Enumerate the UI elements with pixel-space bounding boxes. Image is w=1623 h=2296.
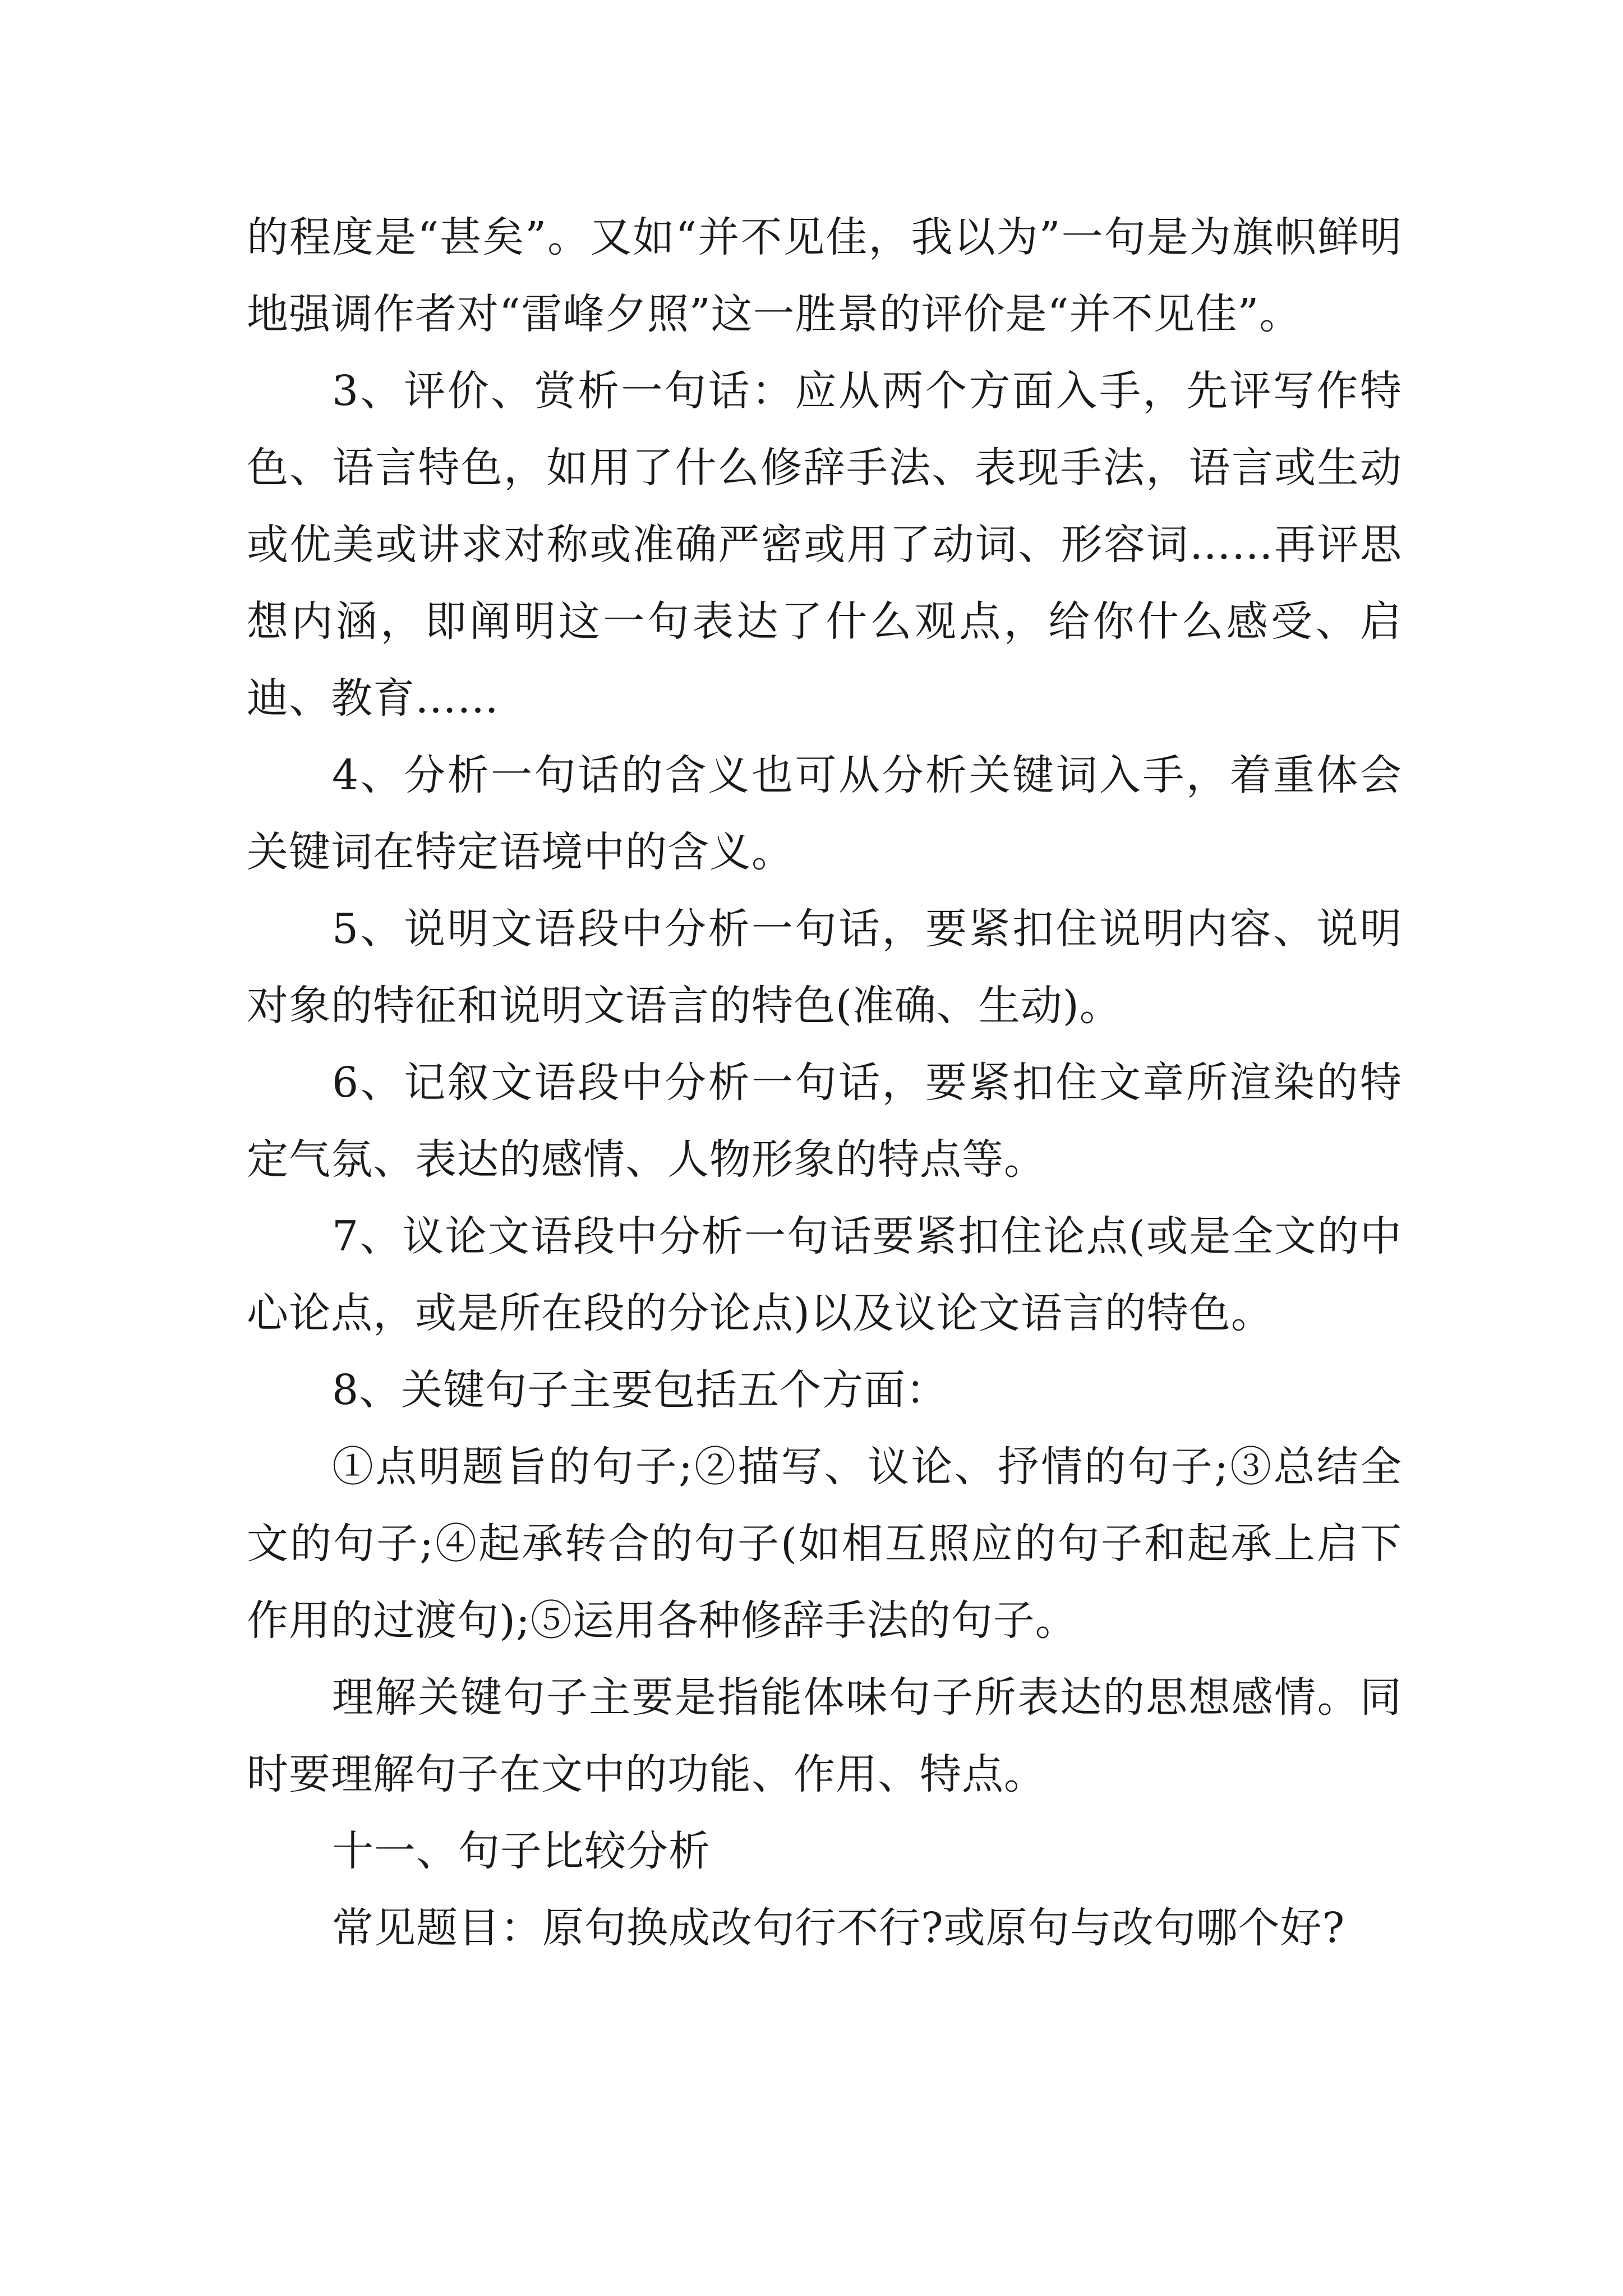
paragraph-10: 常见题目：原句换成改句行不行?或原句与改句哪个好?: [332, 1904, 1345, 1952]
paragraph-2: 3、评价、赏析一句话：应从两个方面入手，先评写作特色、语言特色，如用了什么修辞手法、表现手法，语言或生动或优美或讲求对称或准确严密或用了动词、形容词……再评思想内涵，即阐明这一句表达了什么观点，给你什么感受、启迪、教育……: [247, 367, 1402, 723]
paragraph-5: 6、记叙文语段中分析一句话，要紧扣住文章所渲染的特定气氛、表达的感情、人物形象的特点等。: [247, 1059, 1402, 1184]
paragraph-8: ①点明题旨的句子;②描写、议论、抒情的句子;③总结全文的句子;④起承转合的句子(如相互照应的句子和起承上启下作用的过渡句);⑤运用各种修辞手法的句子。: [247, 1443, 1402, 1645]
paragraph-6: 7、议论文语段中分析一句话要紧扣住论点(或是全文的中心论点，或是所在段的分论点)以及议论文语言的特色。: [247, 1212, 1402, 1337]
paragraph-1: 的程度是“甚矣”。又如“并不见佳，我以为”一句是为旗帜鲜明地强调作者对“雷峰夕照”这一胜景的评价是“并不见佳”。: [247, 213, 1402, 338]
document-page: [247, 199, 1402, 1967]
section-heading: 十一、句子比较分析: [332, 1827, 711, 1875]
paragraph-7: 8、关键句子主要包括五个方面：: [332, 1366, 948, 1414]
paragraph-4: 5、说明文语段中分析一句话，要紧扣住说明内容、说明对象的特征和说明文语言的特色(准确、生动)。: [247, 905, 1402, 1030]
paragraph-9: 理解关键句子主要是指能体味句子所表达的思想感情。同时要理解句子在文中的功能、作用、特点。: [247, 1673, 1402, 1798]
paragraph-3: 4、分析一句话的含义也可从分析关键词入手，着重体会关键词在特定语境中的含义。: [247, 751, 1402, 876]
